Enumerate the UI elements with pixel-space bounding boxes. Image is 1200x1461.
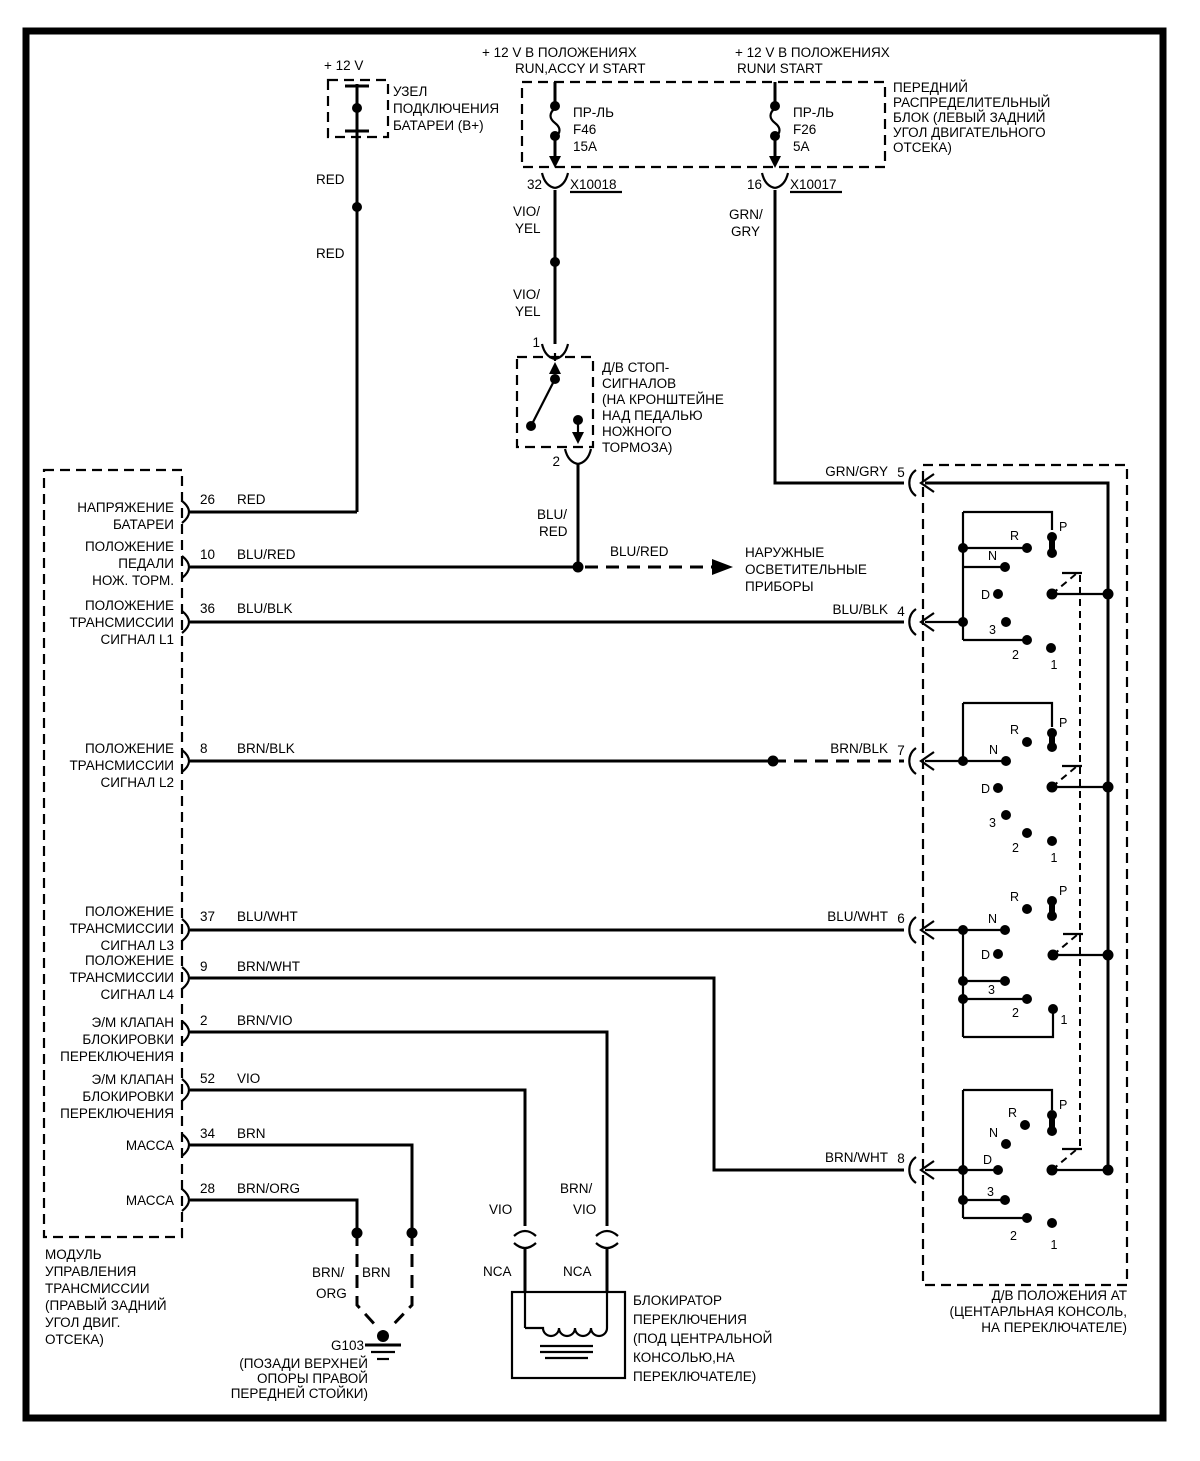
svg-text:BLU/WHT: BLU/WHT	[237, 909, 298, 924]
svg-text:ТРАНСМИССИИ: ТРАНСМИССИИ	[45, 1281, 150, 1296]
ground-icon	[377, 1330, 389, 1342]
svg-text:ТРАНСМИССИИ: ТРАНСМИССИИ	[69, 758, 174, 773]
svg-text:GRY: GRY	[731, 224, 761, 239]
wire-red-label-1: RED	[316, 172, 345, 187]
svg-text:VIO: VIO	[489, 1202, 513, 1217]
wire-pin9-brn-wht	[190, 978, 904, 1170]
svg-text:3: 3	[988, 983, 995, 997]
svg-text:БЛОКИРОВКИ: БЛОКИРОВКИ	[82, 1089, 174, 1104]
svg-text:D: D	[980, 948, 990, 962]
svg-text:RED: RED	[237, 492, 266, 507]
svg-text:P: P	[1059, 716, 1068, 730]
svg-text:RUNИ START: RUNИ START	[737, 61, 823, 76]
svg-text:52: 52	[200, 1071, 216, 1086]
svg-text:Э/М КЛАПАН: Э/М КЛАПАН	[91, 1015, 174, 1030]
connector-pin-16: 16	[746, 177, 762, 192]
svg-text:BRN: BRN	[237, 1126, 266, 1141]
wire-brn-to-ground	[390, 1233, 412, 1328]
svg-text:N: N	[987, 549, 997, 563]
svg-text:37: 37	[200, 909, 216, 924]
battery-voltage-label: + 12 V	[324, 58, 364, 73]
stop-switch-pin-2: 2	[552, 454, 560, 469]
svg-text:ПЕРЕДНЕЙ СТОЙКИ): ПЕРЕДНЕЙ СТОЙКИ)	[230, 1386, 368, 1401]
svg-text:ORG: ORG	[316, 1286, 347, 1301]
svg-text:ПЕДАЛИ: ПЕДАЛИ	[118, 556, 174, 571]
header-left: + 12 V В ПОЛОЖЕНИЯХ	[482, 45, 637, 60]
svg-text:7: 7	[897, 743, 905, 758]
svg-text:R: R	[1009, 723, 1019, 737]
svg-text:ПР-ЛЬ: ПР-ЛЬ	[793, 105, 834, 120]
fuse-f26	[747, 82, 842, 192]
solenoid-coil-icon	[525, 1328, 607, 1336]
shift-lock-label: БЛОКИРАТОР	[633, 1293, 722, 1308]
svg-text:КОНСОЛЬЮ,НА: КОНСОЛЬЮ,НА	[633, 1350, 735, 1365]
ground-label: (ПОЗАДИ ВЕРХНЕЙ	[239, 1356, 368, 1371]
svg-text:F26: F26	[793, 122, 817, 137]
svg-text:N: N	[987, 912, 997, 926]
at-switch-box	[923, 465, 1127, 1285]
connector-pin-32: 32	[526, 177, 542, 192]
fuse-f46	[527, 82, 622, 192]
wafer-4	[925, 1090, 1108, 1252]
distribution-block-label: ПЕРЕДНИЙ	[893, 80, 969, 95]
svg-text:R: R	[1009, 529, 1019, 543]
svg-text:2: 2	[1010, 1229, 1017, 1243]
svg-text:RED: RED	[539, 524, 568, 539]
svg-text:1: 1	[1050, 1238, 1058, 1252]
svg-text:НАПРЯЖЕНИЕ: НАПРЯЖЕНИЕ	[77, 500, 174, 515]
header-right: + 12 V В ПОЛОЖЕНИЯХ	[735, 45, 890, 60]
wire-grn-gry	[775, 190, 904, 483]
svg-text:5: 5	[897, 465, 905, 480]
svg-text:R: R	[1007, 1106, 1017, 1120]
svg-text:ТРАНСМИССИИ: ТРАНСМИССИИ	[69, 970, 174, 985]
svg-text:СИГНАЛОВ: СИГНАЛОВ	[602, 376, 677, 391]
svg-text:БАТАРЕИ: БАТАРЕИ	[112, 517, 174, 532]
svg-text:СИГНАЛ L4: СИГНАЛ L4	[100, 987, 174, 1002]
at-switch-label: Д/В ПОЛОЖЕНИЯ АТ	[991, 1288, 1127, 1303]
svg-text:BRN/BLK: BRN/BLK	[237, 741, 295, 756]
svg-text:НАД ПЕДАЛЬЮ: НАД ПЕДАЛЬЮ	[602, 408, 703, 423]
svg-text:ПЕРЕКЛЮЧАТЕЛЕ): ПЕРЕКЛЮЧАТЕЛЕ)	[633, 1369, 757, 1384]
svg-text:P: P	[1059, 1098, 1068, 1112]
svg-text:УГОЛ ДВИГ.: УГОЛ ДВИГ.	[45, 1315, 121, 1330]
svg-text:УПРАВЛЕНИЯ: УПРАВЛЕНИЯ	[45, 1264, 137, 1279]
svg-text:D: D	[980, 588, 990, 602]
svg-text:BLU/RED: BLU/RED	[610, 544, 669, 559]
stop-switch-label: Д/В СТОП-	[602, 360, 670, 375]
svg-text:P: P	[1059, 520, 1068, 534]
grn-gry-feed	[729, 190, 904, 483]
svg-text:2: 2	[1012, 648, 1019, 662]
svg-text:ПОДКЛЮЧЕНИЯ: ПОДКЛЮЧЕНИЯ	[393, 101, 500, 116]
battery-junction	[316, 58, 499, 512]
svg-text:15A: 15A	[573, 139, 598, 154]
svg-text:2: 2	[200, 1013, 208, 1028]
module-label: МОДУЛЬ	[45, 1247, 102, 1262]
svg-text:НОЖ. ТОРМ.: НОЖ. ТОРМ.	[92, 573, 174, 588]
svg-text:YEL: YEL	[515, 221, 541, 236]
svg-text:5A: 5A	[793, 139, 810, 154]
svg-text:6: 6	[897, 911, 905, 926]
svg-text:P: P	[1059, 884, 1068, 898]
svg-text:ПЕРЕКЛЮЧЕНИЯ: ПЕРЕКЛЮЧЕНИЯ	[60, 1106, 174, 1121]
connector-x10018: X10018	[570, 177, 617, 192]
svg-text:BLU/WHT: BLU/WHT	[827, 909, 888, 924]
svg-text:N: N	[988, 743, 998, 757]
svg-text:ОСВЕТИТЕЛЬНЫЕ: ОСВЕТИТЕЛЬНЫЕ	[745, 562, 867, 577]
svg-text:ОТСЕКА): ОТСЕКА)	[893, 140, 952, 155]
svg-text:НОЖНОГО: НОЖНОГО	[602, 424, 672, 439]
stop-lamp-switch-circuit	[513, 190, 724, 573]
wire-red-label-2: RED	[316, 246, 345, 261]
svg-text:GRN/: GRN/	[729, 207, 763, 222]
svg-text:VIO/: VIO/	[513, 204, 541, 219]
ground-id: G103	[330, 1338, 364, 1353]
external-lights-label: НАРУЖНЫЕ	[745, 545, 825, 560]
inline-connector-icon	[514, 1231, 536, 1236]
svg-text:1: 1	[1050, 658, 1058, 672]
svg-text:BLU/RED: BLU/RED	[237, 547, 296, 562]
svg-text:БАТАРЕИ (В+): БАТАРЕИ (В+)	[393, 118, 484, 133]
wire-pin28-brn-org	[190, 1200, 357, 1233]
svg-text:R: R	[1009, 890, 1019, 904]
svg-text:3: 3	[989, 623, 996, 637]
svg-text:BRN: BRN	[362, 1265, 391, 1280]
at-switch-bus	[925, 483, 1108, 1170]
arrow-right-icon	[712, 559, 733, 575]
svg-text:36: 36	[200, 601, 216, 616]
stop-switch-pin-1: 1	[532, 335, 540, 350]
svg-text:(ЦЕНТАРЛЬНАЯ КОНСОЛЬ,: (ЦЕНТАРЛЬНАЯ КОНСОЛЬ,	[949, 1304, 1127, 1319]
transmission-control-module	[44, 470, 300, 1347]
svg-text:N: N	[988, 1126, 998, 1140]
svg-text:3: 3	[987, 1185, 994, 1199]
svg-text:F46: F46	[573, 122, 597, 137]
svg-text:28: 28	[200, 1181, 216, 1196]
svg-text:34: 34	[200, 1126, 216, 1141]
svg-text:СИГНАЛ L3: СИГНАЛ L3	[100, 938, 174, 953]
svg-text:BLU/BLK: BLU/BLK	[237, 601, 293, 616]
battery-label: УЗЕЛ	[393, 84, 428, 99]
svg-text:2: 2	[1012, 1006, 1019, 1020]
svg-text:ПЕРЕКЛЮЧЕНИЯ: ПЕРЕКЛЮЧЕНИЯ	[633, 1312, 747, 1327]
svg-text:МАССА: МАССА	[125, 1138, 174, 1153]
stop-switch-arm	[531, 379, 555, 426]
svg-text:УГОЛ ДВИГАТЕЛЬНОГО: УГОЛ ДВИГАТЕЛЬНОГО	[893, 125, 1046, 140]
svg-text:ОПОРЫ ПРАВОЙ: ОПОРЫ ПРАВОЙ	[257, 1371, 368, 1386]
svg-text:2: 2	[1012, 841, 1019, 855]
svg-text:(ПОД ЦЕНТРАЛЬНОЙ: (ПОД ЦЕНТРАЛЬНОЙ	[633, 1331, 773, 1346]
svg-text:НА ПЕРЕКЛЮЧАТЕЛЕ): НА ПЕРЕКЛЮЧАТЕЛЕ)	[981, 1320, 1127, 1335]
svg-text:BRN/VIO: BRN/VIO	[237, 1013, 293, 1028]
at-position-switch	[825, 464, 1127, 1335]
svg-text:ПРИБОРЫ: ПРИБОРЫ	[745, 579, 814, 594]
svg-text:D: D	[980, 782, 990, 796]
svg-text:VIO: VIO	[237, 1071, 261, 1086]
module-wires	[190, 512, 904, 1233]
svg-text:ПОЛОЖЕНИЕ: ПОЛОЖЕНИЕ	[84, 904, 174, 919]
svg-text:БЛОКИРОВКИ: БЛОКИРОВКИ	[82, 1032, 174, 1047]
svg-text:NCA: NCA	[483, 1264, 512, 1279]
svg-text:(НА КРОНШТЕЙНЕ: (НА КРОНШТЕЙНЕ	[602, 392, 724, 407]
svg-text:BRN/WHT: BRN/WHT	[825, 1150, 888, 1165]
svg-text:СИГНАЛ L1: СИГНАЛ L1	[100, 632, 174, 647]
svg-text:8: 8	[897, 1151, 905, 1166]
svg-text:Э/М КЛАПАН: Э/М КЛАПАН	[91, 1072, 174, 1087]
svg-text:ПЕРЕКЛЮЧЕНИЯ: ПЕРЕКЛЮЧЕНИЯ	[60, 1049, 174, 1064]
svg-text:ПОЛОЖЕНИЕ: ПОЛОЖЕНИЕ	[84, 598, 174, 613]
svg-text:8: 8	[200, 741, 208, 756]
svg-text:10: 10	[200, 547, 216, 562]
svg-text:ТРАНСМИССИИ: ТРАНСМИССИИ	[69, 615, 174, 630]
svg-text:BRN/WHT: BRN/WHT	[237, 959, 300, 974]
svg-text:VIO: VIO	[573, 1202, 597, 1217]
wire-pin34-brn	[190, 1145, 412, 1233]
svg-text:BLU/: BLU/	[537, 507, 568, 522]
svg-text:3: 3	[989, 816, 996, 830]
svg-text:9: 9	[200, 959, 208, 974]
svg-text:ОТСЕКА): ОТСЕКА)	[45, 1332, 104, 1347]
svg-text:VIO/: VIO/	[513, 287, 541, 302]
svg-text:1: 1	[1060, 1013, 1068, 1027]
svg-text:BRN/BLK: BRN/BLK	[830, 741, 888, 756]
connector-x10017: X10017	[790, 177, 837, 192]
svg-text:BLU/BLK: BLU/BLK	[832, 602, 888, 617]
svg-text:BRN/ORG: BRN/ORG	[237, 1181, 301, 1196]
svg-text:ПОЛОЖЕНИЕ: ПОЛОЖЕНИЕ	[84, 741, 174, 756]
svg-text:РАСПРЕДЕЛИТЕЛЬНЫЙ: РАСПРЕДЕЛИТЕЛЬНЫЙ	[893, 95, 1051, 110]
svg-text:NCA: NCA	[563, 1264, 592, 1279]
svg-text:YEL: YEL	[515, 304, 541, 319]
svg-text:BRN/: BRN/	[560, 1181, 593, 1196]
svg-text:МАССА: МАССА	[125, 1193, 174, 1208]
svg-text:GRN/GRY: GRN/GRY	[825, 464, 888, 479]
svg-text:RUN,ACCY И START: RUN,ACCY И START	[515, 61, 646, 76]
svg-text:ПОЛОЖЕНИЕ: ПОЛОЖЕНИЕ	[84, 539, 174, 554]
svg-text:ПР-ЛЬ: ПР-ЛЬ	[573, 105, 614, 120]
svg-text:ПОЛОЖЕНИЕ: ПОЛОЖЕНИЕ	[84, 953, 174, 968]
ground-g103	[231, 1228, 418, 1402]
inline-connector-icon	[596, 1231, 618, 1236]
svg-text:D: D	[982, 1153, 992, 1167]
svg-text:ТОРМОЗА): ТОРМОЗА)	[602, 440, 673, 455]
svg-text:BRN/: BRN/	[312, 1265, 345, 1280]
svg-text:СИГНАЛ L2: СИГНАЛ L2	[100, 775, 174, 790]
svg-text:(ПРАВЫЙ ЗАДНИЙ: (ПРАВЫЙ ЗАДНИЙ	[45, 1298, 167, 1313]
svg-text:БЛОК (ЛЕВЫЙ ЗАДНИЙ: БЛОК (ЛЕВЫЙ ЗАДНИЙ	[893, 110, 1046, 125]
svg-text:ТРАНСМИССИИ: ТРАНСМИССИИ	[69, 921, 174, 936]
external-lights	[585, 544, 867, 594]
front-distribution-block	[482, 45, 1050, 192]
svg-text:26: 26	[200, 492, 216, 507]
svg-text:4: 4	[897, 604, 905, 619]
wire-brn-org-to-ground	[357, 1233, 378, 1328]
svg-text:1: 1	[1050, 851, 1058, 865]
